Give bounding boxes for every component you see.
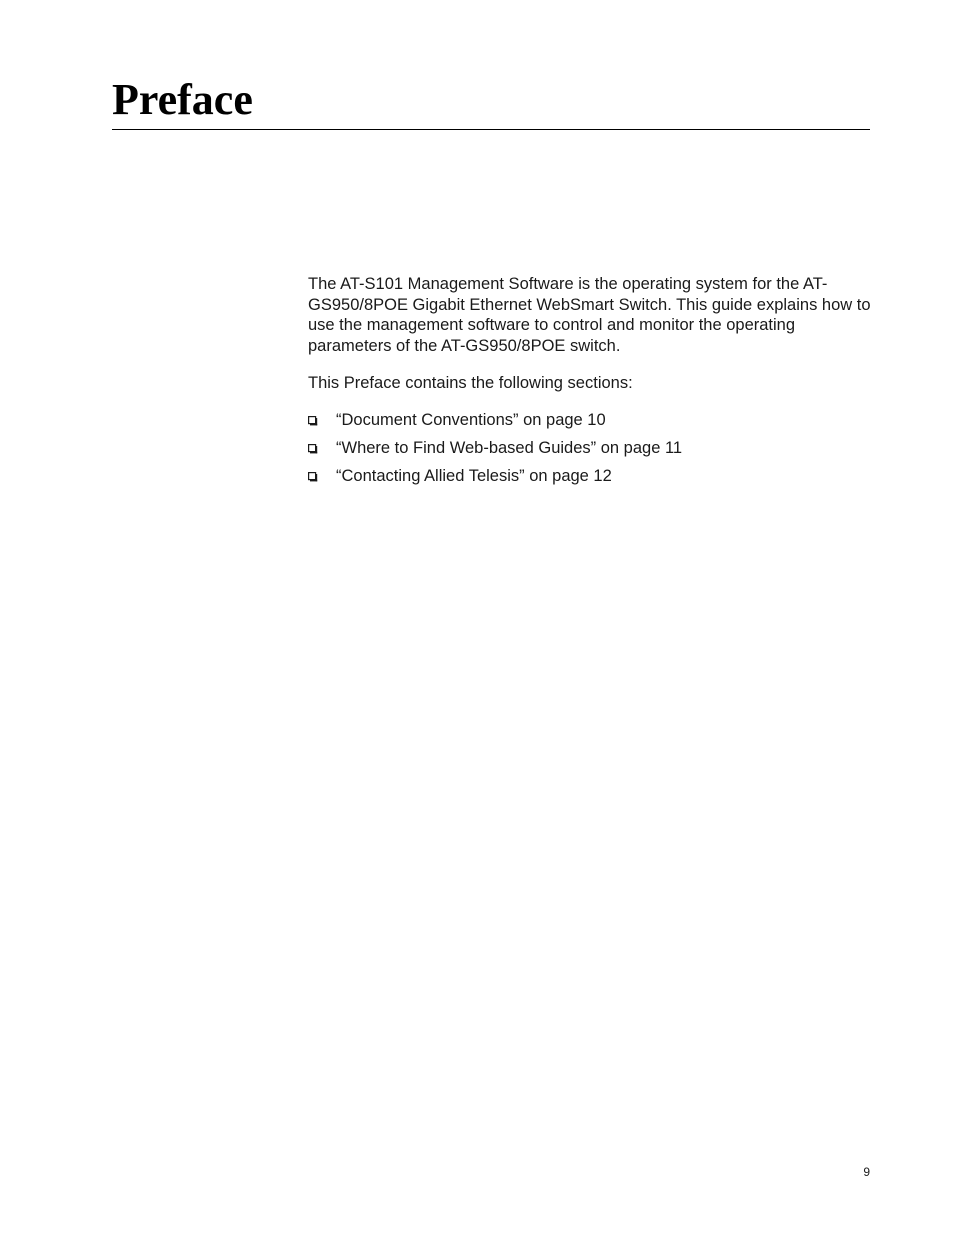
section-link-web-based-guides[interactable]: “Where to Find Web-based Guides” on page 11: [336, 438, 683, 457]
list-item: [308, 410, 876, 431]
title-divider: [112, 129, 870, 130]
list-item: [308, 466, 876, 487]
checkbox-icon: [308, 416, 317, 425]
checkbox-icon: [308, 472, 317, 481]
intro-paragraph: The AT-S101 Management Software is the operating system for the AT-GS950/8POE Gigabit Ethernet WebSmart Switch. This guide explains how to use the management software to control and monitor the operating parameters of the AT-GS950/8POE switch.: [308, 275, 871, 355]
list-item: [308, 438, 876, 459]
page-number: 9: [863, 1165, 870, 1179]
preface-body: [308, 274, 876, 494]
section-link-document-conventions[interactable]: “Document Conventions” on page 10: [336, 410, 606, 429]
section-list: [308, 410, 876, 487]
checkbox-icon: [308, 444, 317, 453]
section-link-contacting-allied-telesis[interactable]: “Contacting Allied Telesis” on page 12: [336, 466, 612, 485]
chapter-title: Preface: [112, 75, 253, 124]
sections-lead-paragraph: This Preface contains the following sections:: [308, 374, 633, 392]
